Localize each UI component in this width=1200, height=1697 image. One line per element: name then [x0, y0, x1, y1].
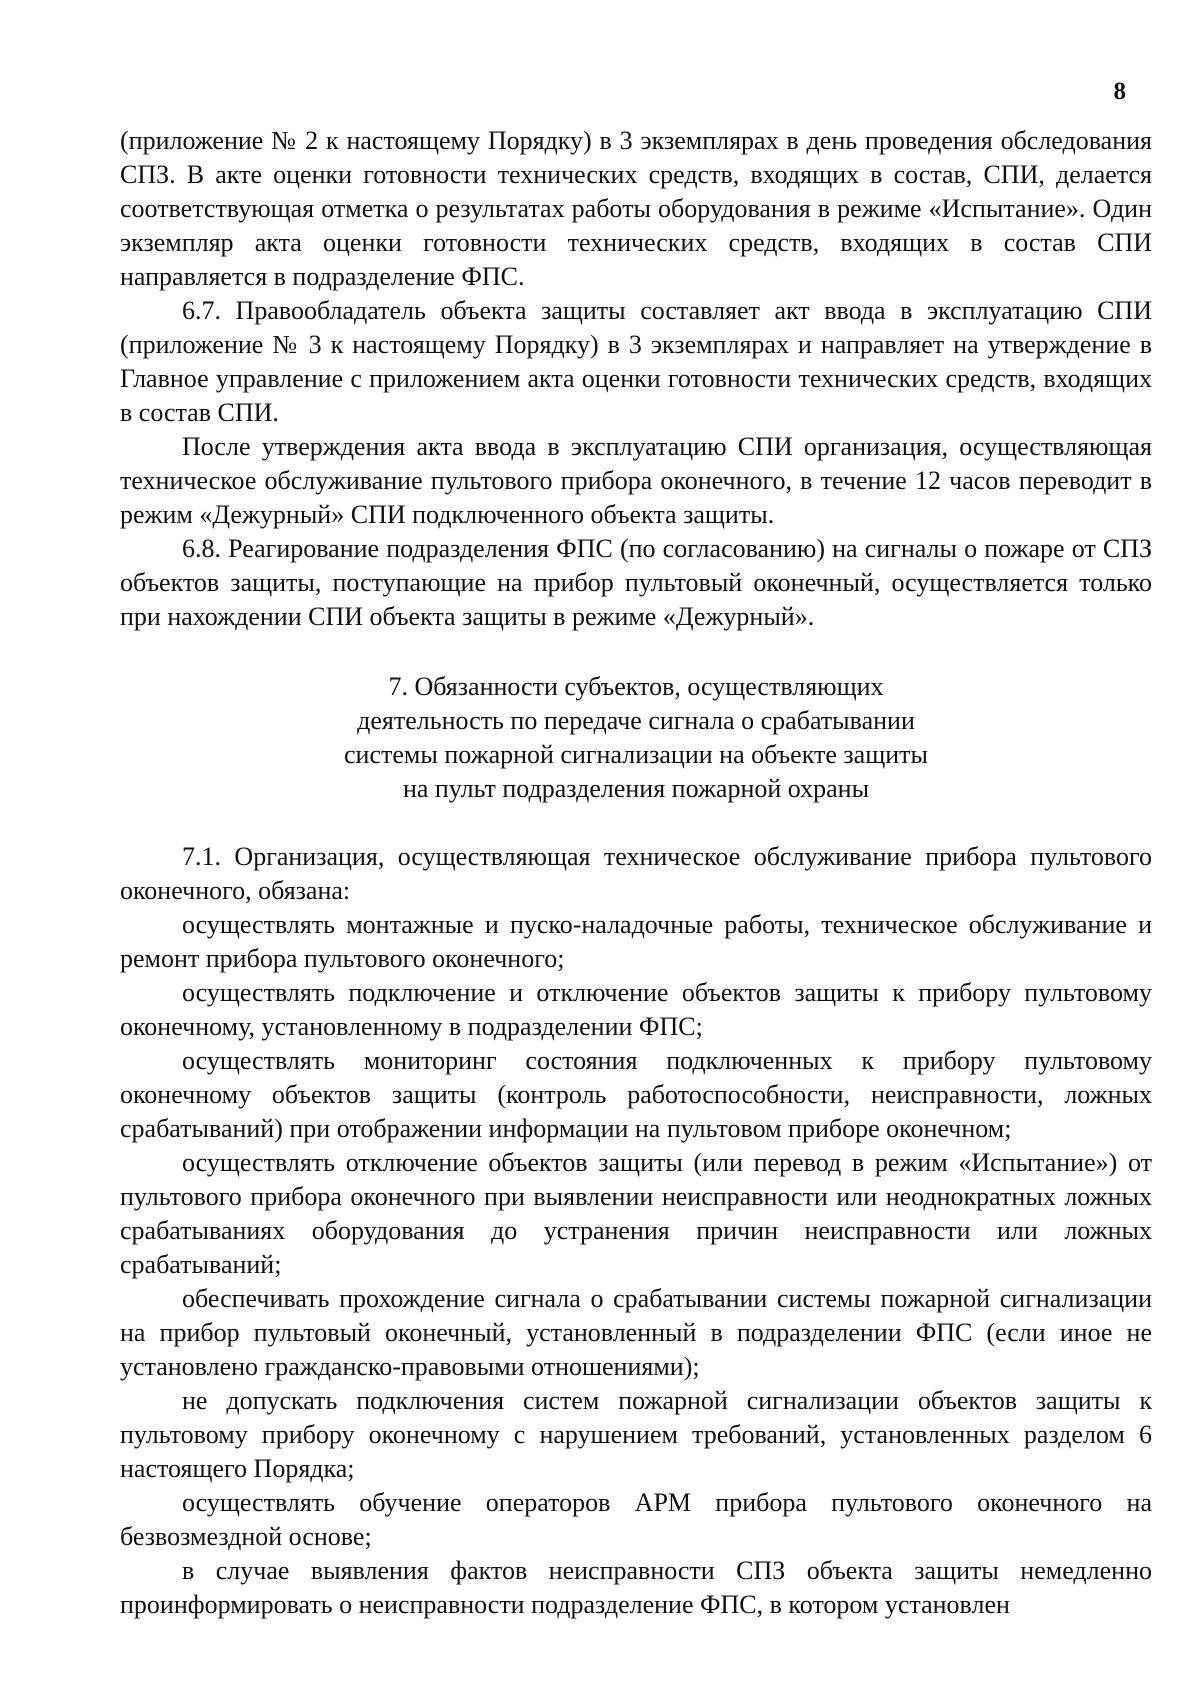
paragraph-6-8: 6.8. Реагирование подразделения ФПС (по согласованию) на сигналы о пожаре от СПЗ объектов защиты, поступающие на прибор пультовый оконечный, осуществляется только при нахождении СПИ объекта защиты в режиме «Дежурный». [120, 534, 1152, 631]
duty-item: осуществлять мониторинг состояния подключенных к прибору пультовому оконечному объектов защиты (контроль работоспособности, неисправности, ложных срабатываний) при отображении информации на пультовом приборе оконечном; [120, 1046, 1152, 1143]
duty-item: обеспечивать прохождение сигнала о срабатывании системы пожарной сигнализации на прибор пультовый оконечный, установленный в подразделении ФПС (если иное не установлено гражданско-правовыми отношениями); [120, 1284, 1152, 1381]
section-7-title [120, 670, 1152, 806]
section-title-line: на пульт подразделения пожарной охраны [402, 774, 870, 803]
paragraph-6-7: 6.7. Правообладатель объекта защиты составляет акт ввода в эксплуатацию СПИ (приложение № 3 к настоящему Порядку) в 3 экземплярах и направляет на утверждение в Главное управление с приложением акта оценки готовности технических средств, входящих в состав СПИ. [120, 296, 1152, 427]
duty-item: осуществлять отключение объектов защиты (или перевод в режим «Испытание») от пультового прибора оконечного при выявлении неисправности или неоднократных ложных срабатываниях оборудования до устранения причин неисправности или ложных срабатываний; [120, 1148, 1152, 1279]
paragraph-7-1: 7.1. Организация, осуществляющая техническое обслуживание прибора пультового оконечного, обязана: [120, 842, 1152, 905]
section-title-line: системы пожарной сигнализации на объекте защиты [344, 740, 928, 769]
paragraph-after-approval: После утверждения акта ввода в эксплуатацию СПИ организация, осуществляющая техническое обслуживание пультового прибора оконечного, в течение 12 часов переводит в режим «Дежурный» СПИ подключенного объекта защиты. [120, 432, 1152, 529]
duty-item: осуществлять обучение операторов АРМ прибора пультового оконечного на безвозмездной основе; [120, 1488, 1152, 1551]
section-title-line: деятельность по передаче сигнала о срабатывании [357, 706, 915, 735]
section-title-line: 7. Обязанности субъектов, осуществляющих [388, 672, 884, 701]
document-body [120, 124, 1152, 1622]
page-number: 8 [1113, 78, 1126, 105]
duty-item: не допускать подключения систем пожарной сигнализации объектов защиты к пультовому прибору оконечному с нарушением требований, установленных разделом 6 настоящего Порядка; [120, 1386, 1152, 1483]
paragraph-continuation: (приложение № 2 к настоящему Порядку) в 3 экземплярах в день проведения обследования СПЗ. В акте оценки готовности технических средств, входящих в состав, СПИ, делается соответствующая отметка о результатах работы оборудования в режиме «Испытание». Один экземпляр акта оценки готовности технических средств, входящих в состав СПИ направляется в подразделение ФПС. [120, 126, 1152, 291]
duty-item: осуществлять подключение и отключение объектов защиты к прибору пультовому оконечному, установленному в подразделении ФПС; [120, 978, 1152, 1041]
duty-item: в случае выявления фактов неисправности СПЗ объекта защиты немедленно проинформировать о неисправности подразделение ФПС, в котором установлен [120, 1556, 1152, 1619]
duty-item: осуществлять монтажные и пуско-наладочные работы, техническое обслуживание и ремонт прибора пультового оконечного; [120, 910, 1152, 973]
